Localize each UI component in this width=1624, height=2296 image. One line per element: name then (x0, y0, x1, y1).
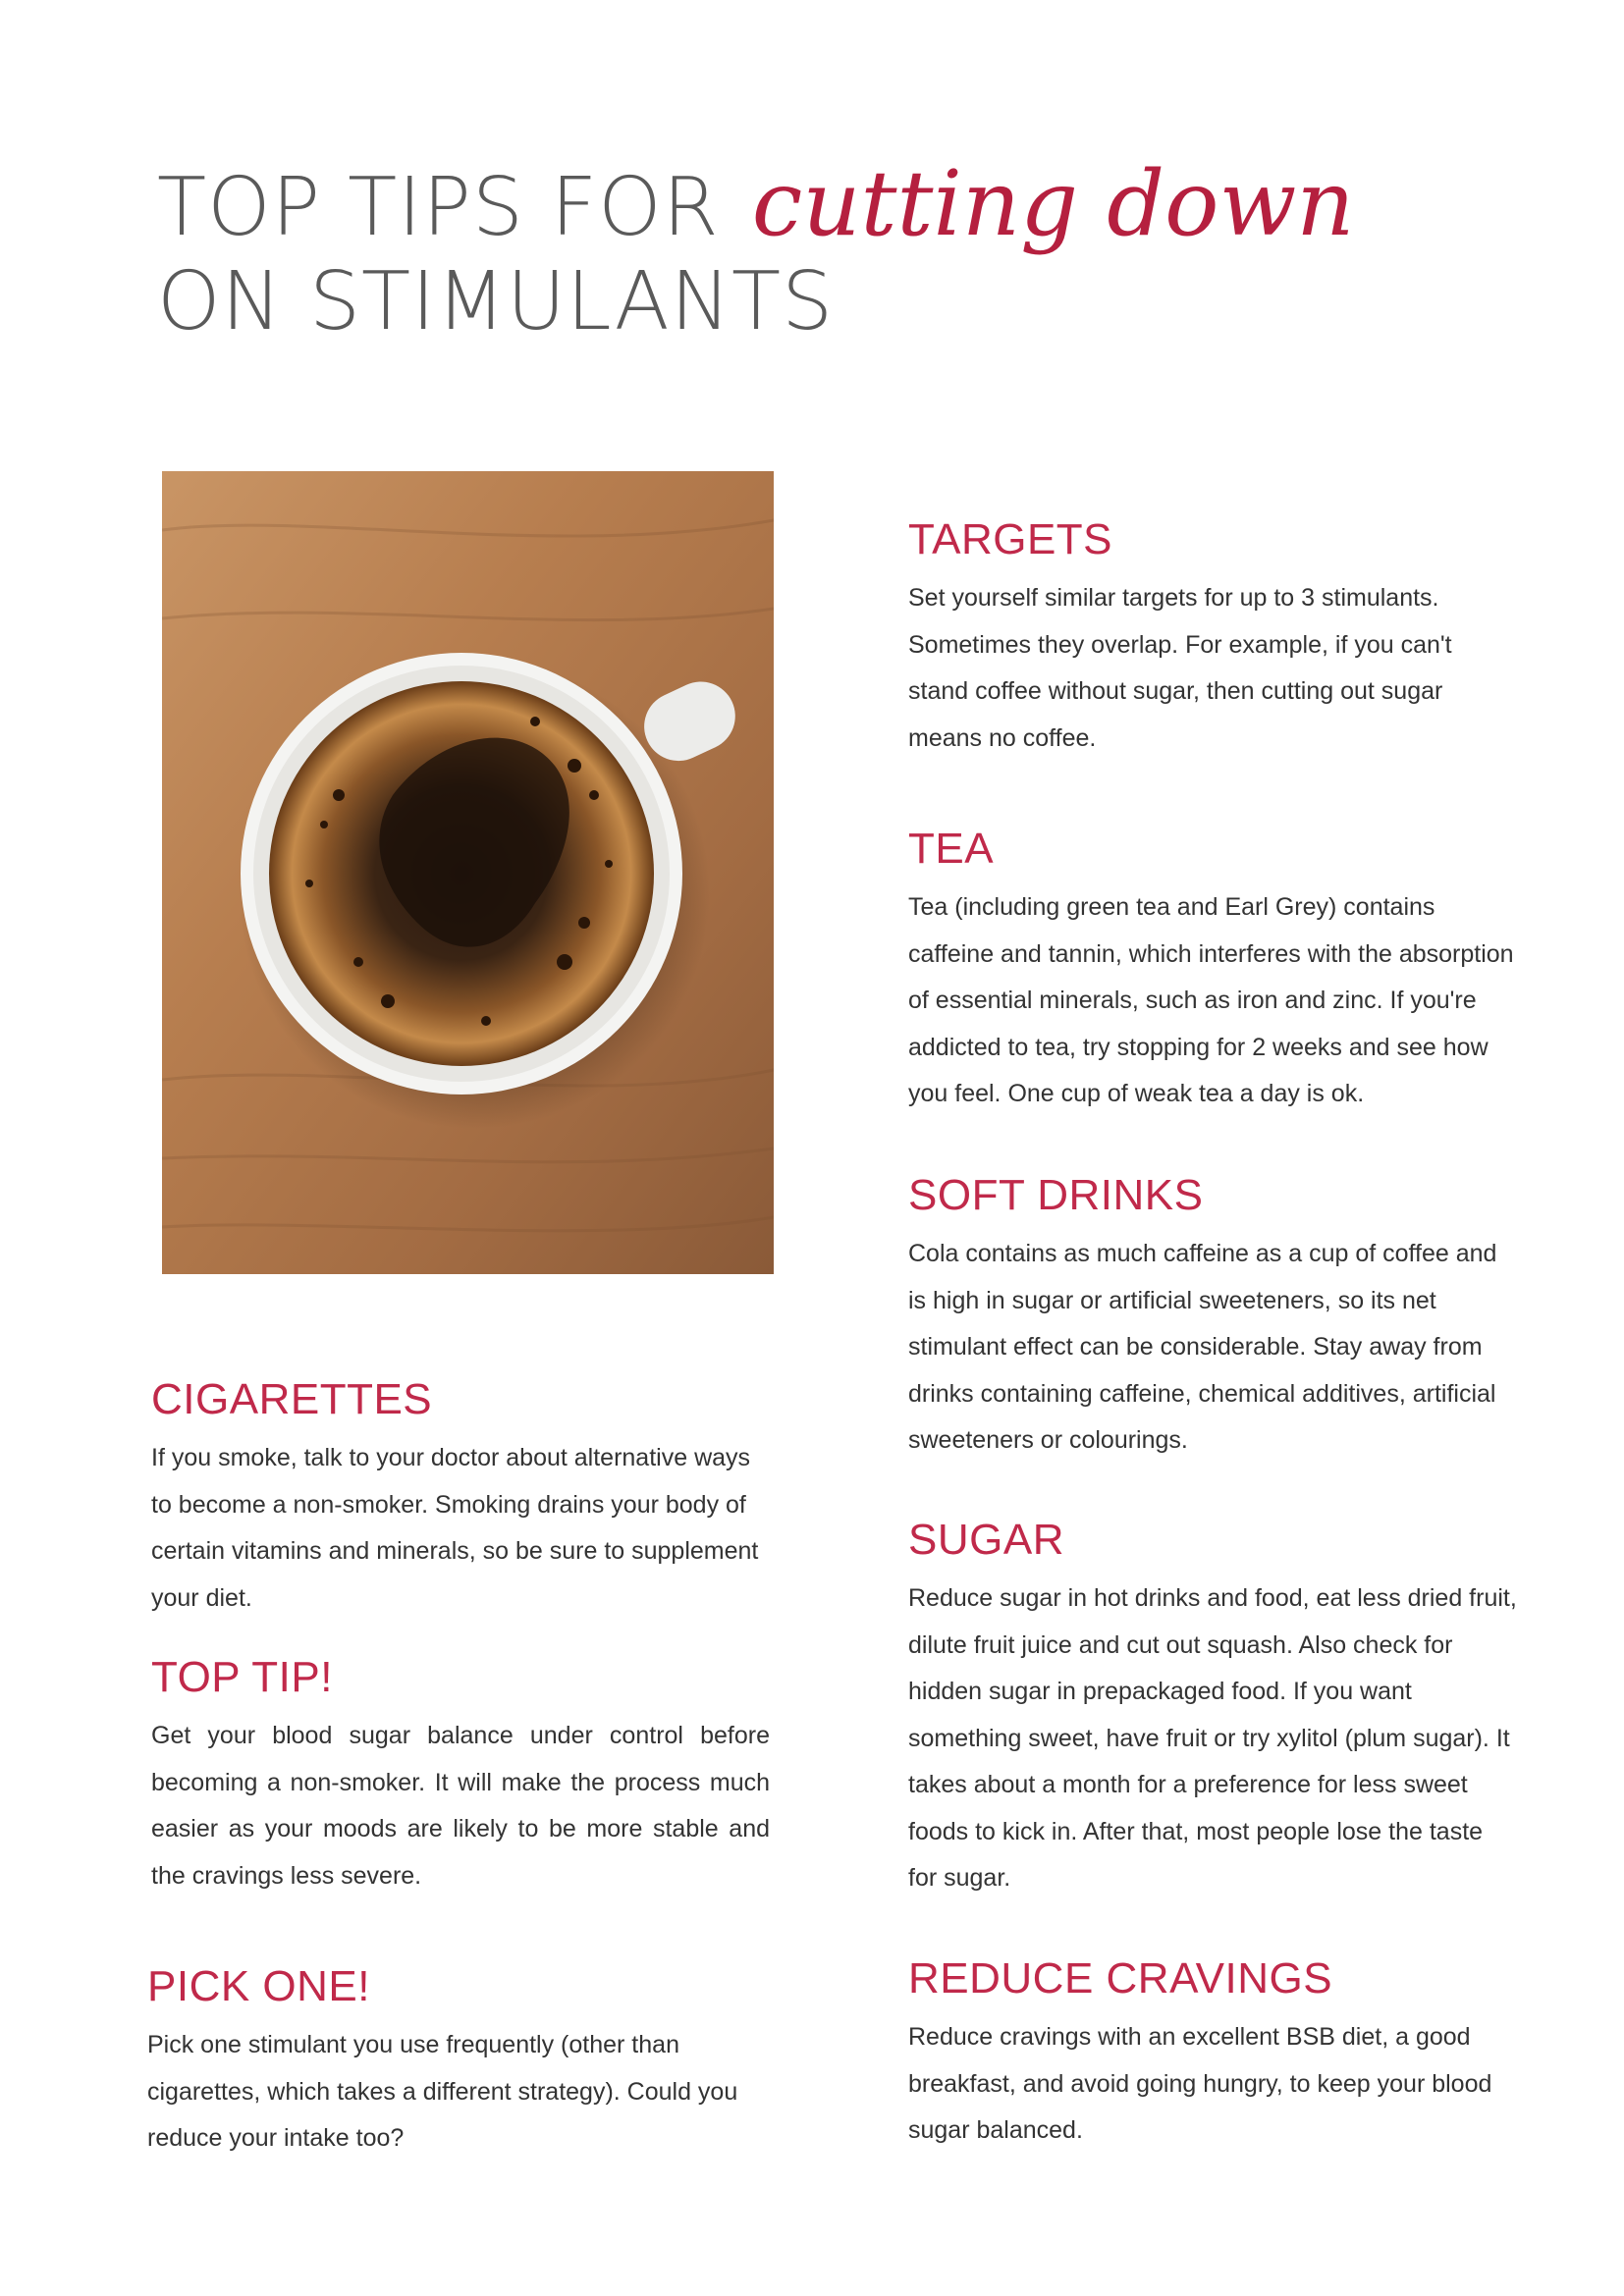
section-body: Cola contains as much caffeine as a cup of coffee and is high in sugar or artificial sweeteners, so its net stimulant effect can be considerable. Stay away from drinks containing caffeine, chemical additives, artificial sweeteners or colourings. (908, 1240, 1497, 1454)
section-body: Reduce cravings with an excellent BSB diet, a good breakfast, and avoid going hungry, to keep your blood sugar balanced. (908, 2023, 1492, 2144)
section-top-tip (151, 1652, 770, 1899)
section-body: Set yourself similar targets for up to 3 stimulants. Sometimes they overlap. For example, if you can't stand coffee without sugar, then cutting out sugar means no coffee. (908, 584, 1452, 752)
section-heading: CIGARETTES (151, 1375, 433, 1423)
section-tea (908, 824, 1517, 1118)
section-heading: PICK ONE! (147, 1962, 370, 2010)
section-heading: TARGETS (908, 515, 1113, 563)
section-body: Get your blood sugar balance under control before becoming a non-smoker. It will make the process much easier as your moods are likely to be more stable and the cravings less severe. (151, 1722, 770, 1890)
coffee-cup-photo (162, 471, 774, 1274)
section-heading: TOP TIP! (151, 1653, 333, 1701)
section-body: Reduce sugar in hot drinks and food, eat less dried fruit, dilute fruit juice and cut out squash. Also check for hidden sugar in prepackaged food. If you want something sweet, have fruit or try xylitol (plum sugar). It takes about a month for a preference for less sweet foods to kick in. After that, most people lose the taste for sugar. (908, 1584, 1517, 1892)
title-prefix: TOP TIPS FOR (157, 161, 720, 254)
section-reduce-cravings (908, 1953, 1517, 2155)
section-heading: SUGAR (908, 1516, 1064, 1564)
section-heading: SOFT DRINKS (908, 1171, 1204, 1219)
section-cigarettes (151, 1374, 770, 1622)
section-body: Tea (including green tea and Earl Grey) contains caffeine and tannin, which interferes with the absorption of essential minerals, such as iron and zinc. If you're addicted to tea, try stopping for 2 weeks and see how you feel. One cup of weak tea a day is ok. (908, 893, 1514, 1107)
title-line-2: ON STIMULANTS (157, 255, 835, 348)
section-soft-drinks (908, 1170, 1517, 1465)
section-body: Pick one stimulant you use frequently (other than cigarettes, which takes a different strategy). Could you reduce your intake too? (147, 2031, 738, 2152)
section-body: If you smoke, talk to your doctor about alternative ways to become a non-smoker. Smoking drains your body of certain vitamins and minerals, so be sure to supplement your diet. (151, 1444, 759, 1612)
title-line-1 (157, 151, 1355, 256)
section-heading: REDUCE CRAVINGS (908, 1954, 1333, 2002)
page-title (157, 151, 1355, 349)
section-sugar (908, 1515, 1517, 1902)
section-pick-one (147, 1961, 756, 2163)
section-heading: TEA (908, 825, 995, 873)
section-targets (908, 514, 1517, 762)
title-script-accent: cutting down (751, 151, 1355, 256)
